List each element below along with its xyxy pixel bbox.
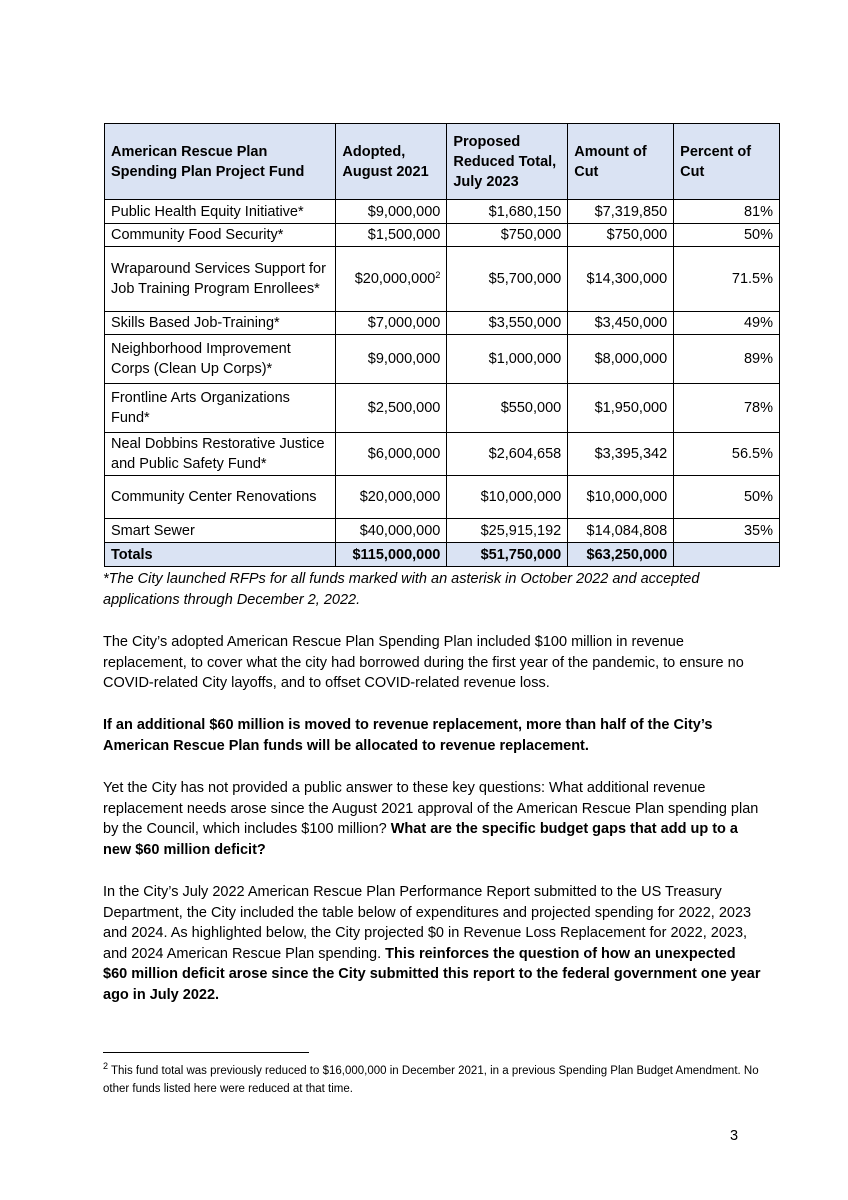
cut-amount: $3,450,000	[568, 312, 674, 335]
adopted-amount: $9,000,000	[336, 200, 447, 224]
header-fund: American Rescue Plan Spending Plan Project Fund	[105, 124, 336, 200]
cut-amount: $8,000,000	[568, 335, 674, 384]
reduced-amount: $750,000	[447, 224, 568, 247]
fund-name: Smart Sewer	[105, 519, 336, 543]
adopted-amount-value: $20,000,000	[354, 271, 436, 287]
adopted-amount: $1,500,000	[336, 224, 447, 247]
cut-percent: 81%	[674, 200, 780, 224]
table-row	[105, 312, 780, 335]
adopted-amount	[336, 247, 447, 312]
adopted-amount: $20,000,000	[336, 476, 447, 519]
fund-name: Skills Based Job-Training*	[105, 312, 336, 335]
footnote-text: This fund total was previously reduced to $16,000,000 in December 2021, in a previous Spending Plan Budget Amendment. No other funds listed here were reduced at that time.	[103, 1065, 759, 1095]
adopted-amount: $7,000,000	[336, 312, 447, 335]
reduced-amount: $2,604,658	[447, 433, 568, 476]
cut-amount: $1,950,000	[568, 384, 674, 433]
header-adopted: Adopted, August 2021	[336, 124, 447, 200]
paragraph-performance-report	[103, 882, 763, 1006]
cut-amount: $7,319,850	[568, 200, 674, 224]
table-row	[105, 224, 780, 247]
header-cut: Amount of Cut	[568, 124, 674, 200]
reduced-amount: $550,000	[447, 384, 568, 433]
table-row	[105, 433, 780, 476]
reduced-amount: $1,680,150	[447, 200, 568, 224]
cut-percent: 50%	[674, 476, 780, 519]
fund-name: Neal Dobbins Restorative Justice and Public Safety Fund*	[105, 433, 336, 476]
fund-name: Community Food Security*	[105, 224, 336, 247]
reduced-amount: $10,000,000	[447, 476, 568, 519]
cut-amount: $10,000,000	[568, 476, 674, 519]
cut-percent: 49%	[674, 312, 780, 335]
cut-percent: 78%	[674, 384, 780, 433]
table-header-row	[105, 124, 780, 200]
asterisk-note: *The City launched RFPs for all funds marked with an asterisk in October 2022 and accepted applications through December 2, 2022.	[103, 571, 700, 608]
performance-report-bold: This reinforces the question of how an unexpected $60 million deficit arose since the City submitted this report to the federal government one year ago in July 2022.	[103, 945, 761, 1003]
fund-name: Community Center Renovations	[105, 476, 336, 519]
paragraph-key-questions	[103, 778, 763, 860]
adopted-amount: $9,000,000	[336, 335, 447, 384]
cut-percent: 89%	[674, 335, 780, 384]
adopted-amount: $6,000,000	[336, 433, 447, 476]
table-row	[105, 247, 780, 312]
fund-name: Frontline Arts Organizations Fund*	[105, 384, 336, 433]
key-questions-text: Yet the City has not provided a public answer to these key questions: What additional revenue replacement needs arose since the August 2021 approval of the American Rescue Plan spending plan by the Council, which includes $100 million?	[103, 780, 759, 838]
paragraph-bold-statement: If an additional $60 million is moved to revenue replacement, more than half of the City’s American Rescue Plan funds will be allocated to revenue replacement.	[103, 717, 713, 754]
totals-percent	[674, 543, 780, 567]
cut-amount: $750,000	[568, 224, 674, 247]
footnote	[103, 1062, 763, 1098]
page-number: 3	[730, 1128, 739, 1144]
totals-row	[105, 543, 780, 567]
table-row	[105, 384, 780, 433]
cut-amount: $3,395,342	[568, 433, 674, 476]
table-row	[105, 519, 780, 543]
cut-percent: 56.5%	[674, 433, 780, 476]
totals-label: Totals	[105, 543, 336, 567]
footnote-divider	[103, 1052, 309, 1053]
footnote-ref: 2	[435, 270, 441, 280]
totals-cut: $63,250,000	[568, 543, 674, 567]
fund-name: Neighborhood Improvement Corps (Clean Up Corps)*	[105, 335, 336, 384]
header-reduced: Proposed Reduced Total, July 2023	[447, 124, 568, 200]
cut-percent: 35%	[674, 519, 780, 543]
cut-amount: $14,084,808	[568, 519, 674, 543]
table-row	[105, 335, 780, 384]
reduced-amount: $3,550,000	[447, 312, 568, 335]
funding-cuts-table	[104, 123, 780, 567]
header-percent: Percent of Cut	[674, 124, 780, 200]
table-row	[105, 476, 780, 519]
adopted-amount: $40,000,000	[336, 519, 447, 543]
key-questions-bold: What are the specific budget gaps that add up to a new $60 million deficit?	[103, 821, 738, 858]
totals-reduced: $51,750,000	[447, 543, 568, 567]
fund-name: Wraparound Services Support for Job Training Program Enrollees*	[105, 247, 336, 312]
totals-adopted: $115,000,000	[336, 543, 447, 567]
footnote-marker: 2	[103, 1061, 109, 1071]
performance-report-text: In the City’s July 2022 American Rescue Plan Performance Report submitted to the US Treasury Department, the City included the table below of expenditures and projected spending for 2022, 2023 and 2024. As highlighted below, the City projected $0 in Revenue Loss Replacement for 2022, 2023, and 2024 American Rescue Plan spending.	[103, 884, 752, 962]
paragraph-revenue-replacement: The City’s adopted American Rescue Plan Spending Plan included $100 million in revenue replacement, to cover what the city had borrowed during the first year of the pandemic, to ensure no COVID-related City layoffs, and to offset COVID-related revenue loss.	[103, 634, 744, 692]
cut-amount: $14,300,000	[568, 247, 674, 312]
adopted-amount: $2,500,000	[336, 384, 447, 433]
reduced-amount: $25,915,192	[447, 519, 568, 543]
cut-percent: 71.5%	[674, 247, 780, 312]
table-row	[105, 200, 780, 224]
reduced-amount: $1,000,000	[447, 335, 568, 384]
reduced-amount: $5,700,000	[447, 247, 568, 312]
cut-percent: 50%	[674, 224, 780, 247]
fund-name: Public Health Equity Initiative*	[105, 200, 336, 224]
